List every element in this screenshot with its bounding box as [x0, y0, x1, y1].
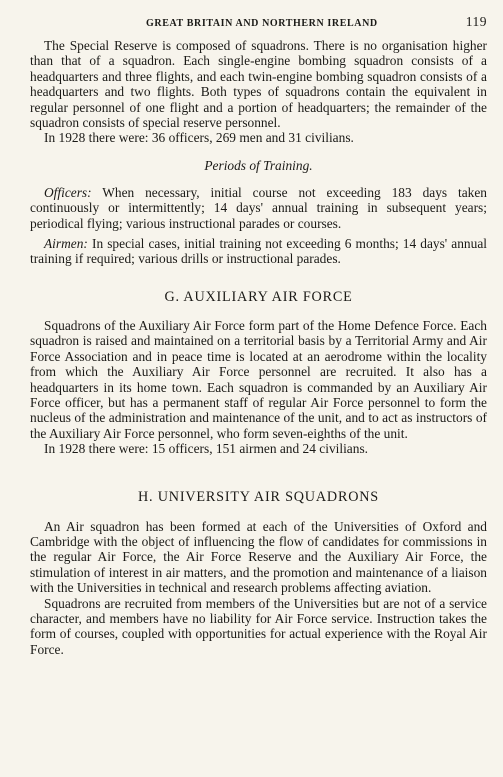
periods-of-training-heading: Periods of Training. — [204, 157, 313, 173]
special-reserve-paragraph: The Special Reserve is composed of squadrons. There is no organisation higher than that of a squadron. Each single-engine bombing squadron consists of a headquarters and three flights, and each twin-engine bombing squadron consists of a headquarters and two flights. Both types of squadrons contain the equivalent in regular personnel of one flight and a portion of headquarters; the remainder of the squadron consists of special reserve personnel. — [30, 38, 487, 131]
airmen-label: Airmen: — [44, 236, 88, 252]
officers-training-paragraph — [30, 185, 487, 231]
officers-text: When necessary, initial course not exceeding 183 days taken continuously or intermittently; 14 days' annual training in subsequent years; periodical flying; various instructional parades or courses. — [30, 184, 487, 231]
officers-label: Officers: — [44, 184, 92, 200]
university-air-squadrons-heading: H. UNIVERSITY AIR SQUADRONS — [138, 488, 379, 505]
university-paragraph-1: An Air squadron has been formed at each of the Universities of Oxford and Cambridge with the object of influencing the flow of candidates for commissions in the regular Air Force, the Air Force Reserve and the Auxiliary Air Force, the stimulation of interest in air matters, and the promotion and maintenance of a liaison with the Universities in technical and research problems affecting aviation. — [30, 518, 487, 596]
auxiliary-air-force-heading: G. AUXILIARY AIR FORCE — [164, 288, 353, 305]
running-head: GREAT BRITAIN AND NORTHERN IRELAND — [146, 18, 378, 29]
airmen-text: In special cases, initial training not exceeding 6 months; 14 days' annual training if required; various drills or instructional parades. — [30, 236, 487, 267]
auxiliary-count: In 1928 there were: 15 officers, 151 airmen and 24 civilians. — [44, 441, 369, 457]
page-header — [30, 14, 487, 36]
airmen-training-paragraph — [30, 236, 487, 267]
special-reserve-count: In 1928 there were: 36 officers, 269 men and 31 civilians. — [44, 130, 354, 146]
university-paragraph-2: Squadrons are recruited from members of the Universities but are not of a service character, and members have no liability for Air Force service. Instruction takes the form of courses, coupled with opportunities for actual experience with the Royal Air Force. — [30, 595, 487, 657]
auxiliary-paragraph: Squadrons of the Auxiliary Air Force form part of the Home Defence Force. Each squadron is raised and maintained on a territorial basis by a Territorial Army and Air Force Association and in peace time is located at an aerodrome within the locality from which the Auxiliary Air Force personnel are recruited. It also has a headquarters in its home town. Each squadron is commanded by an Auxiliary Air Force officer, but has a permanent staff of regular Air Force personnel to form the nucleus of the administration and maintenance of the unit, and to act as instructors of the Auxiliary Air Force personnel, who form seven-eighths of the unit. — [30, 317, 487, 441]
page-number: 119 — [465, 14, 487, 29]
